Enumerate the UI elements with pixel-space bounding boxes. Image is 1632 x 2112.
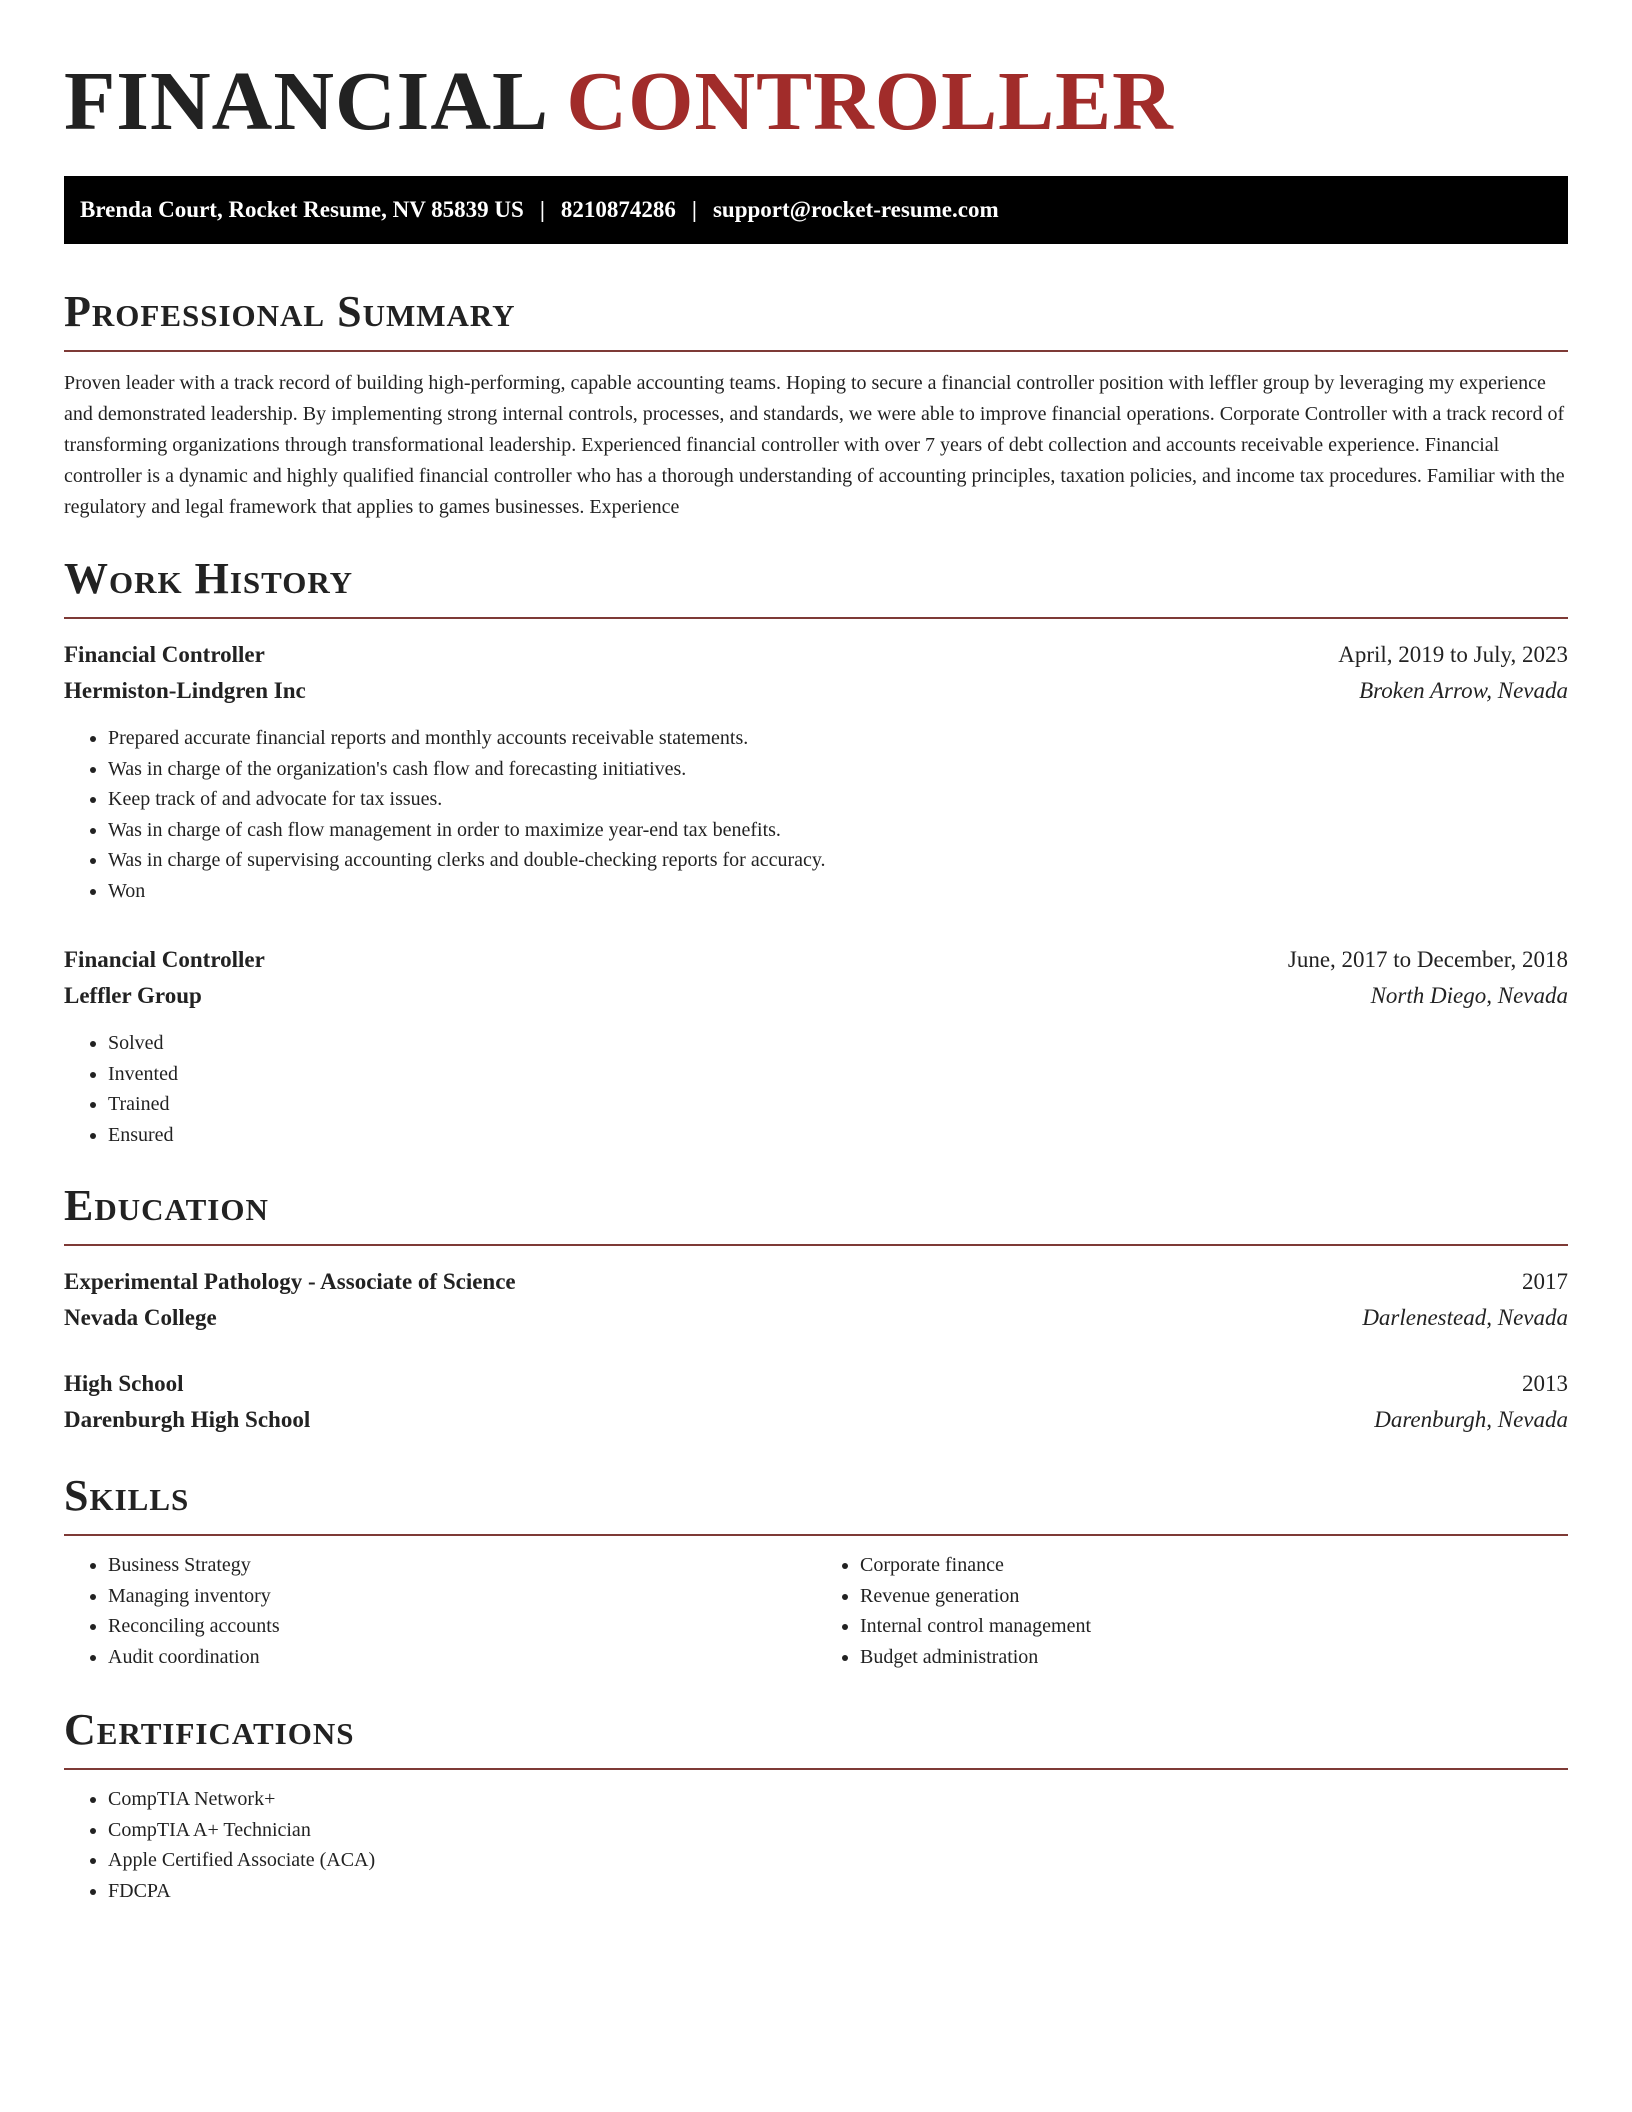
education-year: 2017 bbox=[1522, 1269, 1568, 1294]
list-item: • Won bbox=[108, 876, 1568, 907]
education-entry bbox=[64, 1366, 1568, 1438]
education-school-row bbox=[64, 1300, 1568, 1336]
certifications-list bbox=[64, 1784, 1568, 1906]
education-section bbox=[64, 1178, 1568, 1438]
list-item: • Managing inventory bbox=[108, 1581, 816, 1612]
skills-list-right bbox=[816, 1550, 1568, 1672]
summary-heading: Professional Summary bbox=[64, 284, 1568, 352]
education-location: Darenburgh, Nevada bbox=[1374, 1407, 1568, 1432]
list-item: • Business Strategy bbox=[108, 1550, 816, 1581]
skills-grid bbox=[64, 1550, 1568, 1672]
list-item: • Ensured bbox=[108, 1120, 1568, 1151]
job-dates: April, 2019 to July, 2023 bbox=[1338, 642, 1568, 667]
contact-separator: | bbox=[691, 197, 697, 222]
job-dates: June, 2017 to December, 2018 bbox=[1287, 947, 1568, 972]
contact-bar bbox=[64, 176, 1568, 244]
list-item: • Was in charge of the organization's cash flow and forecasting initiatives. bbox=[108, 754, 1568, 785]
job-company-row bbox=[64, 673, 1568, 709]
certifications-section bbox=[64, 1702, 1568, 1906]
job-duties-list bbox=[64, 723, 1568, 906]
work-history-heading: Work History bbox=[64, 551, 1568, 619]
skills-heading: Skills bbox=[64, 1468, 1568, 1536]
list-item: • Trained bbox=[108, 1089, 1568, 1120]
education-degree-row bbox=[64, 1366, 1568, 1402]
job-entry bbox=[64, 942, 1568, 1150]
education-school: Darenburgh High School bbox=[64, 1407, 311, 1432]
summary-section bbox=[64, 284, 1568, 523]
job-location: North Diego, Nevada bbox=[1370, 983, 1568, 1008]
job-location: Broken Arrow, Nevada bbox=[1359, 678, 1568, 703]
job-company: Leffler Group bbox=[64, 983, 202, 1008]
job-title-row bbox=[64, 942, 1568, 978]
summary-text: Proven leader with a track record of building high-performing, capable accounting teams. Hoping to secure a financial controller position with leffler group by leveraging my experience and demonstrated leadership. By implementing strong internal controls, processes, and standards, we were able to improve financial operations. Corporate Controller with a track record of transforming organizations through transformational leadership. Experienced financial controller with over 7 years of debt collection and accounts receivable experience. Financial controller is a dynamic and highly qualified financial controller who has a thorough understanding of accounting principles, taxation policies, and income tax procedures. Familiar with the regulatory and legal framework that applies to games businesses. Experience bbox=[64, 372, 1565, 518]
education-degree: High School bbox=[64, 1371, 184, 1396]
list-item: • CompTIA Network+ bbox=[108, 1784, 1568, 1815]
list-item: • Internal control management bbox=[860, 1611, 1568, 1642]
job-title: Financial Controller bbox=[64, 642, 265, 667]
resume-title bbox=[64, 52, 1568, 152]
education-school: Nevada College bbox=[64, 1305, 217, 1330]
list-item: • Corporate finance bbox=[860, 1550, 1568, 1581]
list-item: • Prepared accurate financial reports and monthly accounts receivable statements. bbox=[108, 723, 1568, 754]
list-item: • Apple Certified Associate (ACA) bbox=[108, 1845, 1568, 1876]
list-item: • Was in charge of supervising accounting clerks and double-checking reports for accuracy. bbox=[108, 845, 1568, 876]
certifications-heading: Certifications bbox=[64, 1702, 1568, 1770]
education-heading: Education bbox=[64, 1178, 1568, 1246]
work-history-section bbox=[64, 551, 1568, 1150]
list-item: • CompTIA A+ Technician bbox=[108, 1815, 1568, 1846]
job-title-row bbox=[64, 637, 1568, 673]
list-item: • Invented bbox=[108, 1059, 1568, 1090]
list-item: • Was in charge of cash flow management in order to maximize year-end tax benefits. bbox=[108, 815, 1568, 846]
list-item: • FDCPA bbox=[108, 1876, 1568, 1907]
job-company: Hermiston-Lindgren Inc bbox=[64, 678, 306, 703]
education-degree-row bbox=[64, 1264, 1568, 1300]
contact-address: Brenda Court, Rocket Resume, NV 85839 US bbox=[80, 197, 524, 222]
job-company-row bbox=[64, 978, 1568, 1014]
job-entry bbox=[64, 637, 1568, 906]
contact-separator: | bbox=[539, 197, 545, 222]
education-degree: Experimental Pathology - Associate of Science bbox=[64, 1269, 516, 1294]
job-duties-list bbox=[64, 1028, 1568, 1150]
skills-section bbox=[64, 1468, 1568, 1672]
contact-phone: 8210874286 bbox=[560, 197, 676, 222]
contact-email: support@rocket-resume.com bbox=[712, 197, 999, 222]
education-location: Darlenestead, Nevada bbox=[1362, 1305, 1568, 1330]
list-item: • Reconciling accounts bbox=[108, 1611, 816, 1642]
skills-list-left bbox=[64, 1550, 816, 1672]
list-item: • Solved bbox=[108, 1028, 1568, 1059]
education-school-row bbox=[64, 1402, 1568, 1438]
list-item: • Revenue generation bbox=[860, 1581, 1568, 1612]
list-item: • Keep track of and advocate for tax issues. bbox=[108, 784, 1568, 815]
education-year: 2013 bbox=[1522, 1371, 1568, 1396]
job-title: Financial Controller bbox=[64, 947, 265, 972]
list-item: • Budget administration bbox=[860, 1642, 1568, 1673]
list-item: • Audit coordination bbox=[108, 1642, 816, 1673]
title-second-word: CONTROLLER bbox=[566, 55, 1174, 148]
title-first-word: FINANCIAL bbox=[64, 55, 545, 148]
education-entry bbox=[64, 1264, 1568, 1336]
